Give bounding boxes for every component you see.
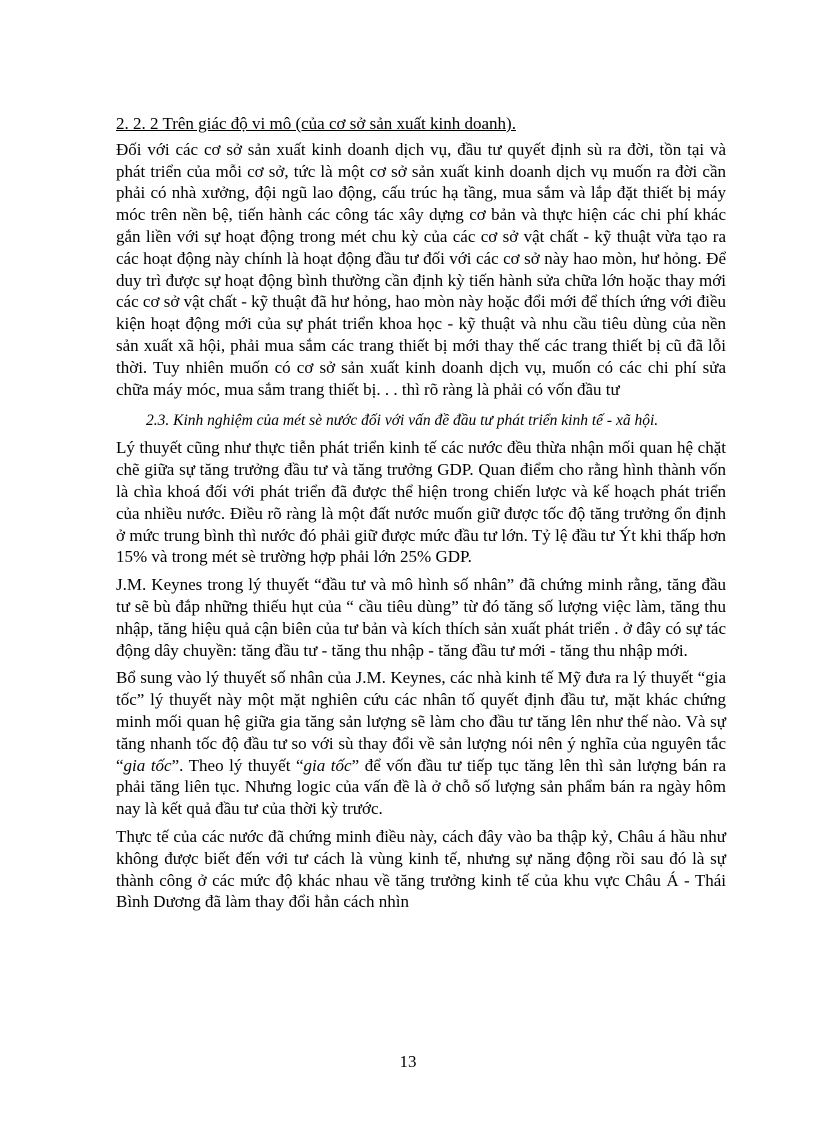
paragraph-accelerator-part-c: ” để vốn đầu tư tiếp tục tăng lên thì sản lượng bán ra phải tăng liên tục. Nhưng logic của vấn đề là ở chỗ số lượng sản phẩm bán ra ngày hôm nay là kết quả đầu tư của thời kỳ trước. (116, 755, 726, 819)
paragraph-accelerator-part-b: ”. Theo lý thuyết “ (171, 755, 304, 775)
accelerator-term-2: gia tốc (303, 755, 352, 775)
section-heading-2-2-2: 2. 2. 2 Trên giác độ vi mô (của cơ sở sản xuất kinh doanh). (116, 114, 516, 133)
accelerator-term: gia tốc (123, 755, 172, 775)
section-heading-2-3: 2.3. Kinh nghiệm của mét sè nước đối với vấn đề đầu tư phát triển kinh tế - xã hội. (146, 412, 659, 430)
document-page (116, 113, 726, 919)
paragraph-investment-micro: Đối với các cơ sở sản xuất kinh doanh dịch vụ, đầu tư quyết định sù ra đời, tồn tại và phát triển của mỗi cơ sở, tức là một cơ sở sản xuất kinh doanh dịch vụ muốn ra đời cần phải có nhà xưởng, đội ngũ lao động, cấu trúc hạ tầng, mua sắm và lắp đặt thiết bị máy móc trên nền bệ, tiến hành các công tác xây dựng cơ bản và thực hiện các chi phí khác gắn liền với sự hoạt động trong mét chu kỳ của các cơ sở vật chất - kỹ thuật vừa tạo ra các hoạt động này chính là hoạt động đầu tư đối với các cơ sở này hao mòn, hư hỏng. Để duy trì được sự hoạt động bình thường cần định kỳ tiến hành sửa chữa lớn hoặc thay mới các cơ sở vật chất - kỹ thuật đã hư hỏng, hao mòn này hoặc đổi mới để thích ứng với điều kiện hoạt động mới của sự phát triển khoa học - kỹ thuật và nhu cầu tiêu dùng của nền sản xuất xã hội, phải mua sắm các trang thiết bị mới thay thế các trang thiết bị cũ đã lỗi thời. Tuy nhiên muốn có cơ sở sản xuất kinh doanh dịch vụ, muốn có các chi phí sửa chữa máy móc, mua sắm trang thiết bị. . . thì rõ ràng là phải có vốn đầu tư (116, 139, 726, 399)
paragraph-asia-experience: Thực tế của các nước đã chứng minh điều này, cách đây vào ba thập kỷ, Châu á hầu như không được biết đến với tư cách là vùng kinh tế, nhưng sự năng động rồi sau đó là sự thành công ở các mức độ khác nhau về tăng trưởng kinh tế của khu vực Châu Á - Thái Bình Dương đã làm thay đổi hẳn cách nhìn (116, 826, 726, 912)
paragraph-keynes: J.M. Keynes trong lý thuyết “đầu tư và mô hình số nhân” đã chứng minh rằng, tăng đầu tư sẽ bù đắp những thiếu hụt của “ cầu tiêu dùng” từ đó tăng số lượng việc làm, tăng thu nhập, tăng hiệu quả cận biên của tư bản và kích thích sản xuất phát triển . ở đây có sự tác động dây chuyền: tăng đầu tư - tăng thu nhập - tăng đầu tư mới - tăng thu nhập mới. (116, 575, 726, 660)
paragraph-accelerator-part-a: Bổ sung vào lý thuyết số nhân của J.M. Keynes, các nhà kinh tế Mỹ đưa ra lý thuyết “gia tốc” lý thuyết này một mặt nghiên cứu các nhân tố quyết định đầu tư, mặt khác chứng minh mối quan hệ giữa gia tăng sản lượng sẽ làm cho đầu tư tăng lên như thế nào. Và sự tăng nhanh tốc độ đầu tư so với sù thay đổi về sản lượng nói nên ý nghĩa của nguyên tắc “ (116, 668, 726, 775)
paragraph-accelerator (116, 667, 726, 820)
page-number: 13 (399, 1052, 417, 1071)
paragraph-theory-practice: Lý thuyết cũng như thực tiễn phát triển kinh tế các nước đều thừa nhận mối quan hệ chặt chẽ giữa sự tăng trưởng đầu tư và tăng trưởng GDP. Quan điểm cho rằng hình thành vốn là chìa khoá đối với phát triển đã được thể hiện trong chiến lược và kế hoạch phát triển của nhiều nước. Điều rõ ràng là một đất nước muốn giữ được tốc độ tăng trưởng ổn định ở mức trung bình thì nước đó phải giữ được mức đầu tư lớn. Tỷ lệ đầu tư Ýt khi thấp hơn 15% và trong mét sè trường hợp phải lớn 25% GDP. (116, 438, 726, 567)
